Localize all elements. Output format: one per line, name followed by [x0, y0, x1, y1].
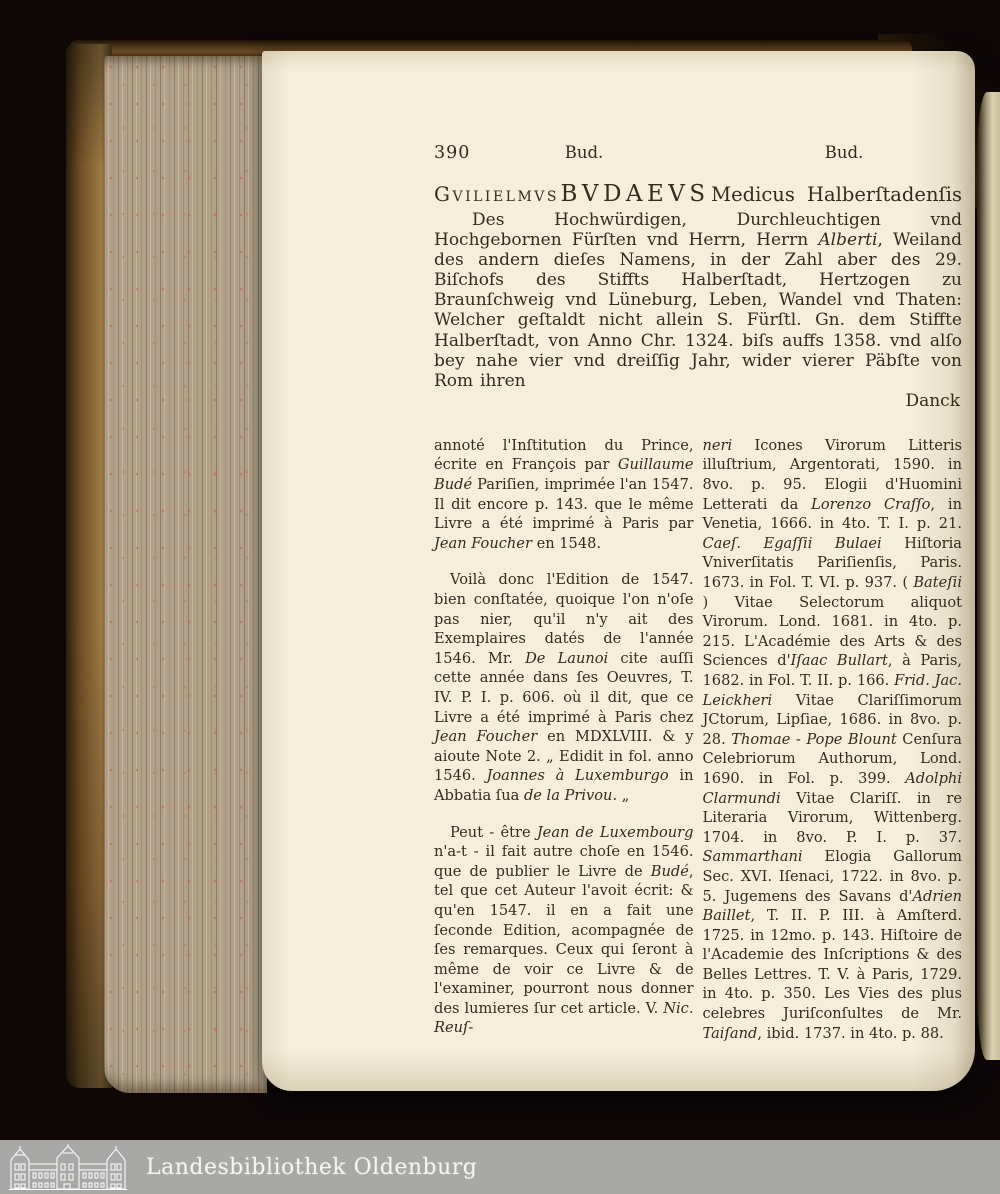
text-segment: cite auſſi cette année dans ſes Oeuvres, T. IV. P. I. p. 606. où il dit, que ce Livre a été imprimé à Paris chez: [434, 649, 694, 726]
italic-text-segment: Caeſ. Egaſſii Bulaei: [702, 534, 882, 552]
running-head: [434, 143, 962, 167]
text-segment: Hiſtoria Vniverſitatis Pariſienſis, Paris. 1673. in Fol. T. VI. p. 937. (: [702, 534, 963, 591]
entry-title-name-last: BVDAEVS: [560, 181, 710, 207]
book-fore-edge: [104, 56, 267, 1093]
text-segment: Elogia Gallorum Sec. XVI. Iſenaci, 1722. in 8vo. p. 5. Jugemens des Savans d': [702, 848, 962, 905]
entry-title-name-first: Gvilielmvs: [434, 182, 559, 206]
two-column-text: [434, 436, 962, 1043]
text-segment: , à Paris, 1682. in Fol. T. II. p. 166.: [702, 652, 962, 689]
italic-text-segment: Budé: [650, 862, 689, 880]
book-page: [262, 51, 975, 1091]
entry-title-descriptor: Medicus Halberſtadenſis: [711, 183, 962, 206]
running-header-left: Bud.: [564, 143, 604, 162]
italic-text-segment: Thomae - Pope Blount: [731, 730, 897, 748]
italic-text-segment: Nic. Reuſ-: [434, 999, 694, 1037]
text-segment: Cenſura Celebriorum Authorum, Lond. 1690. in Fol. p. 399.: [702, 730, 962, 787]
text-segment: in Abbatia ſua: [434, 767, 694, 804]
running-header-right: Bud.: [824, 143, 864, 162]
text-segment: ) Vitae Selectorum aliquot Virorum. Lond. 1681. in 4to. p. 215. L'Académie des Arts & des Sciences d': [702, 593, 962, 670]
text-segment: en 1548.: [531, 534, 602, 552]
library-footer-bar: [0, 1140, 1000, 1194]
italic-text-segment: Jean de Luxembourg: [536, 823, 694, 841]
italic-text-segment: Bateſii: [913, 574, 962, 591]
paragraph: [434, 436, 694, 554]
italic-text-segment: Lorenzo Craſſo: [811, 495, 931, 513]
adjacent-page-edge: [977, 92, 1000, 1060]
text-segment: , ibid. 1737. in 4to. p. 88.: [757, 1024, 944, 1042]
entry-title: [434, 181, 962, 207]
text-segment: Icones Virorum Litteris illuſtrium, Argentorati, 1590. in 8vo. p. 95. Elogii d'Huomini Letterati da: [702, 436, 962, 513]
text-segment: „: [617, 786, 630, 804]
column-left: [434, 436, 694, 1043]
paragraph: [703, 436, 963, 1043]
italic-text-segment: Taiſand: [702, 1024, 758, 1042]
text-segment: , in Venetia, 1666. in 4to. T. I. p. 21.: [702, 495, 962, 533]
catchword: Danck: [905, 390, 960, 411]
italic-text-segment: Guillaume Budé: [434, 456, 694, 494]
text-segment: Pariſien, imprimée l'an 1547. Il dit encore p. 143. que le même Livre a été imprimé à Paris par: [434, 476, 694, 533]
text-segment: Vitae Clariſſ. in re Literaria Virorum, Wittenberg. 1704. in 8vo. P. I. p. 37.: [702, 789, 962, 846]
column-right: [703, 436, 963, 1043]
page-number: 390: [434, 143, 471, 163]
text-segment: Peut - être: [450, 823, 537, 841]
text-segment: , tel que cet Auteur l'avoit écrit: & qu'en 1547. il en a fait une ſeconde Edition, acompagnée de ſes remarques. Ceux qui ſeront à même de voir ce Livre & de l'examiner, pourront nous donner des lumieres ſur cet article. V.: [434, 862, 694, 1017]
italic-text-segment: de la Privou.: [523, 786, 618, 804]
italic-text-segment: Sammarthani: [702, 848, 803, 866]
italic-text-segment: Jean Foucher: [434, 728, 538, 746]
text-segment: Voilà donc l'Edition de 1547. bien conſtatée, quoique l'on n'oſe pas nier, qu'il n'y ait des Exemplaires datés de l'année 1546. Mr.: [434, 571, 694, 667]
paragraph: [434, 823, 694, 1039]
library-building-icon: [8, 1144, 128, 1194]
italic-text-segment: Frid. Jac. Leickheri: [702, 671, 962, 709]
italic-text-segment: neri: [702, 436, 733, 454]
italic-text-segment: Joannes à Luxemburgo: [486, 767, 669, 785]
italic-text-segment: Iſaac Bullart: [790, 652, 888, 670]
italic-text-segment: De Launoi: [525, 649, 609, 667]
text-segment: annoté l'Inſtitution du Prince, écrite en François par: [434, 436, 694, 474]
italic-text-segment: Adolphi Clarmundi: [702, 769, 962, 807]
text-segment: Des Hochwürdigen, Durchleuchtigen vnd Hochgebornen Fürſten vnd Herrn, Herrn: [434, 210, 962, 251]
text-segment: n'a-t - il fait autre choſe en 1546. que de publier le Livre de: [434, 843, 694, 880]
text-segment: Vitae Clariſſimorum JCtorum, Lipſiae, 1686. in 8vo. p. 28.: [702, 691, 962, 748]
italic-text-segment: Jean Foucher: [434, 534, 532, 552]
italic-text-segment: Alberti: [818, 230, 878, 251]
text-segment: en MDXLVIII. & y aioute Note 2. „ Edidit in fol. anno 1546.: [434, 728, 694, 785]
text-segment: , T. II. P. III. à Amſterd. 1725. in 12mo. p. 143. Hiſtoire de l'Academie des Inſcriptions & des Belles Lettres. T. V. à Paris, 1729. in 4to. p. 350. Les Vies des plus celebres Juriſconſultes de Mr.: [702, 907, 962, 1023]
text-segment: , Weiland des andern dieſes Namens, in der Zahl aber des 29. Biſchofs des Stiffts Halberſtadt, Hertzogen zu Braunſchweig vnd Lüneburg, Leben, Wandel vnd Thaten: Welcher geſtaldt nicht allein S. Fürſtl. Gn. dem Stiffte Halberſtadt, von Anno Chr. 1324. biſs auffs 1358. vnd alſo bey nahe vier vnd dreiſſig Jahr, wider vierer Päbſte von Rom ihren: [434, 230, 963, 391]
library-name: Landesbibliothek Oldenburg: [146, 1154, 478, 1180]
intro-paragraph: [434, 210, 962, 391]
paragraph: [434, 570, 694, 805]
italic-text-segment: Adrien Baillet: [702, 887, 962, 925]
paragraph: [434, 210, 962, 391]
